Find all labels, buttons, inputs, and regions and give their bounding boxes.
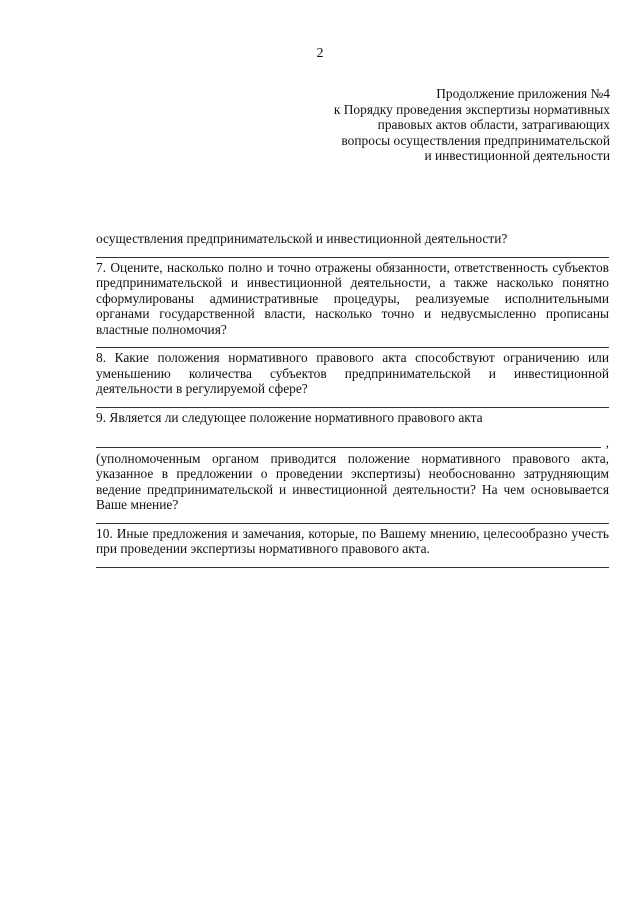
question-6-continuation: осуществления предпринимательской и инвестиционной деятельности? (96, 231, 508, 246)
appendix-header-line: Продолжение приложения №4 (436, 86, 610, 101)
question-7: 7. Оцените, насколько полно и точно отражены обязанности, ответственность субъектов предпринимательской и инвестиционной деятельности, а также насколько понятно сформулированы административные процедуры, реализуемые исполнительными органами государственной власти, насколько точно и недвусмысленно прописаны властные полномочия? (96, 259, 609, 337)
question-8: 8. Какие положения нормативного правового акта способствуют ограничению или уменьшению количества субъектов предпринимательской и инвестиционной деятельности в регулируемой сфере? (96, 350, 609, 396)
appendix-header-line: и инвестиционной деятельности (424, 148, 610, 163)
question-9-blank-row (96, 435, 609, 451)
answer-line (96, 347, 609, 348)
answer-line (96, 407, 609, 408)
answer-line (96, 567, 609, 568)
appendix-header-line: к Порядку проведения экспертизы нормативных (333, 101, 610, 117)
appendix-header (280, 86, 610, 164)
question-9-comma: , (605, 435, 609, 450)
page-number: 2 (316, 46, 324, 61)
answer-line (96, 523, 609, 524)
question-9-rest: (уполномоченным органом приводится положение нормативного правового акта, указанное в предложении о проведении экспертизы) необоснованно затрудняющим ведение предпринимательской и инвестиционной деятельности? На чем основывается Ваше мнение? (96, 450, 609, 512)
questionnaire-body (96, 231, 609, 570)
appendix-header-line: правовых актов области, затрагивающих (377, 117, 610, 132)
question-9-intro: 9. Является ли следующее положение нормативного правового акта (96, 409, 483, 425)
answer-line (96, 257, 609, 258)
answer-line (96, 447, 601, 448)
appendix-header-line: вопросы осуществления предпринимательской (341, 132, 610, 148)
question-10: 10. Иные предложения и замечания, которые, по Вашему мнению, целесообразно учесть при проведении экспертизы нормативного правового акта. (96, 525, 609, 556)
